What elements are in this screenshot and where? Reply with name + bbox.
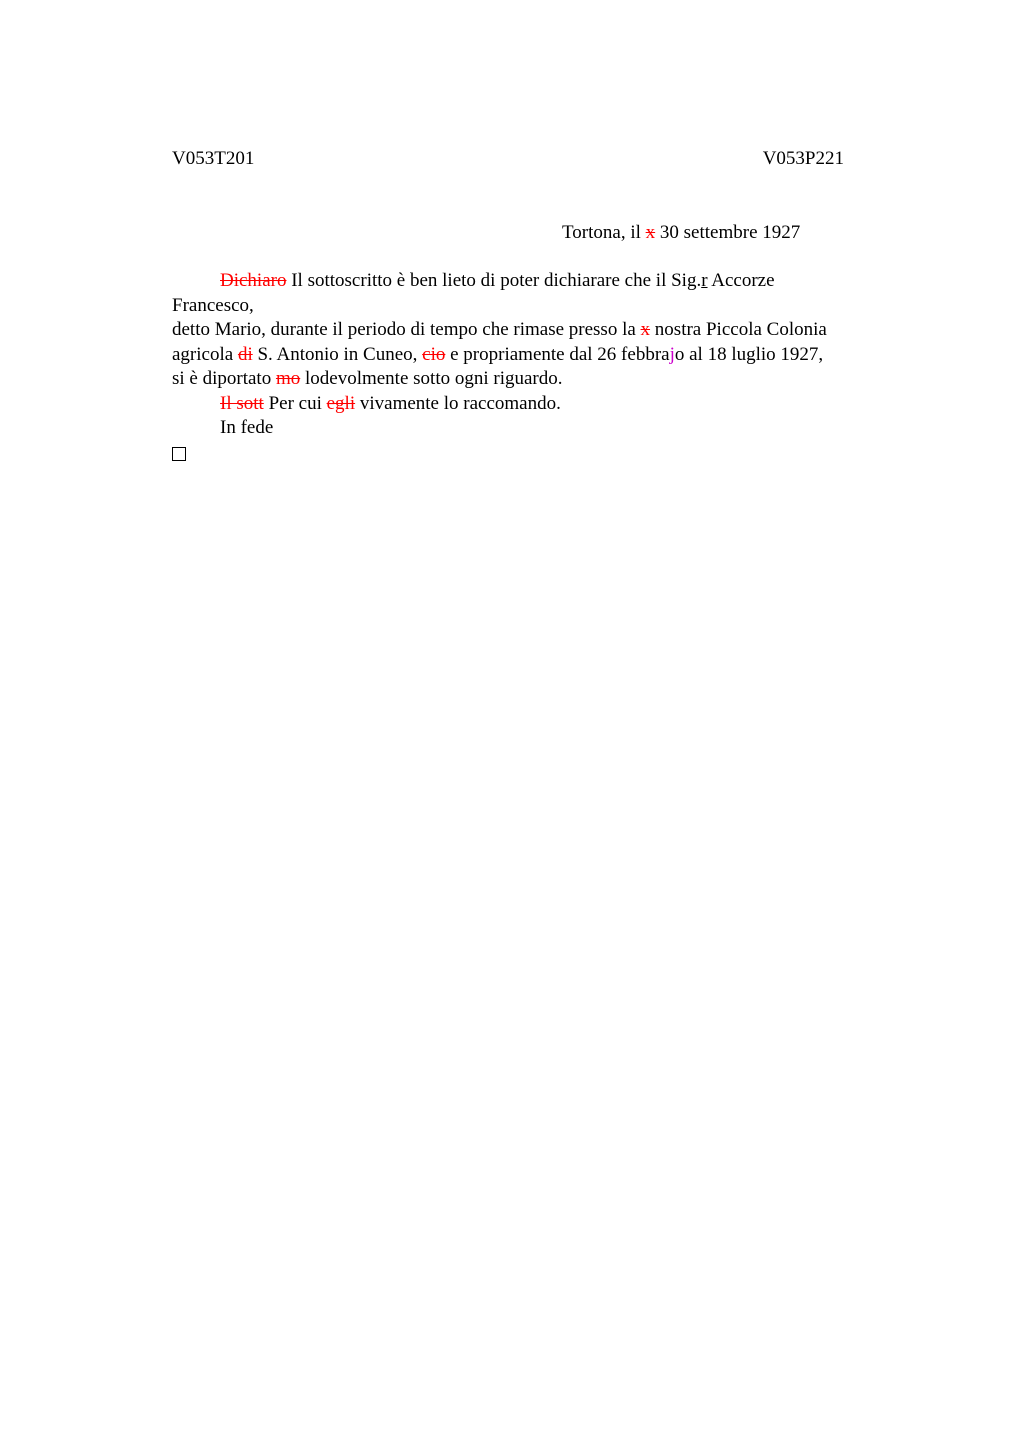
deleted-text: di xyxy=(237,343,253,365)
deleted-text: egli xyxy=(326,392,356,414)
body-line-6 xyxy=(172,392,887,417)
deleted-text: Il sott xyxy=(220,392,264,414)
body-text: Per cui xyxy=(263,392,327,414)
body-text: S. Antonio in Cuneo, xyxy=(252,343,423,365)
empty-box-icon xyxy=(172,447,186,461)
body-text: agricola xyxy=(172,343,238,365)
body-text: Accorze xyxy=(707,270,775,291)
body-text: e propriamente dal 26 febbra xyxy=(445,343,670,365)
deleted-text: mo xyxy=(275,368,301,389)
body-text: o al 18 luglio 1927, xyxy=(674,343,824,365)
date-line xyxy=(562,221,800,245)
deleted-text: x xyxy=(645,222,656,243)
body-text: si è diportato xyxy=(172,368,276,389)
body-line-2: Francesco, xyxy=(172,294,254,316)
document-code-left: V053T201 xyxy=(172,148,255,169)
inserted-text: j xyxy=(669,343,675,365)
date-value: 30 settembre 1927 xyxy=(655,222,801,243)
body-line-1 xyxy=(172,269,887,294)
abbreviation-mark: r xyxy=(701,270,708,291)
deleted-text: Dichiaro xyxy=(220,270,287,291)
body-line-5 xyxy=(172,367,887,392)
document-code-right: V053P221 xyxy=(762,148,844,169)
deleted-text: cio xyxy=(422,343,446,365)
body-line-3 xyxy=(172,318,887,343)
body-text: nostra Piccola Colonia xyxy=(650,319,827,340)
closing-line: In fede xyxy=(220,417,274,438)
body-text: vivamente lo raccomando. xyxy=(355,392,561,414)
body-text: lodevolmente sotto ogni riguardo. xyxy=(300,368,563,389)
letter-body xyxy=(172,269,887,468)
body-text: detto Mario, durante il periodo di tempo che rimase presso la xyxy=(172,319,641,340)
deleted-text: x xyxy=(640,319,651,340)
body-line-4 xyxy=(172,343,887,368)
body-text: Il sottoscritto è ben lieto di poter dichiarare che il Sig. xyxy=(286,270,702,291)
placeholder-box-row xyxy=(172,441,887,469)
header xyxy=(172,147,844,171)
date-prefix: Tortona, il xyxy=(562,222,646,243)
